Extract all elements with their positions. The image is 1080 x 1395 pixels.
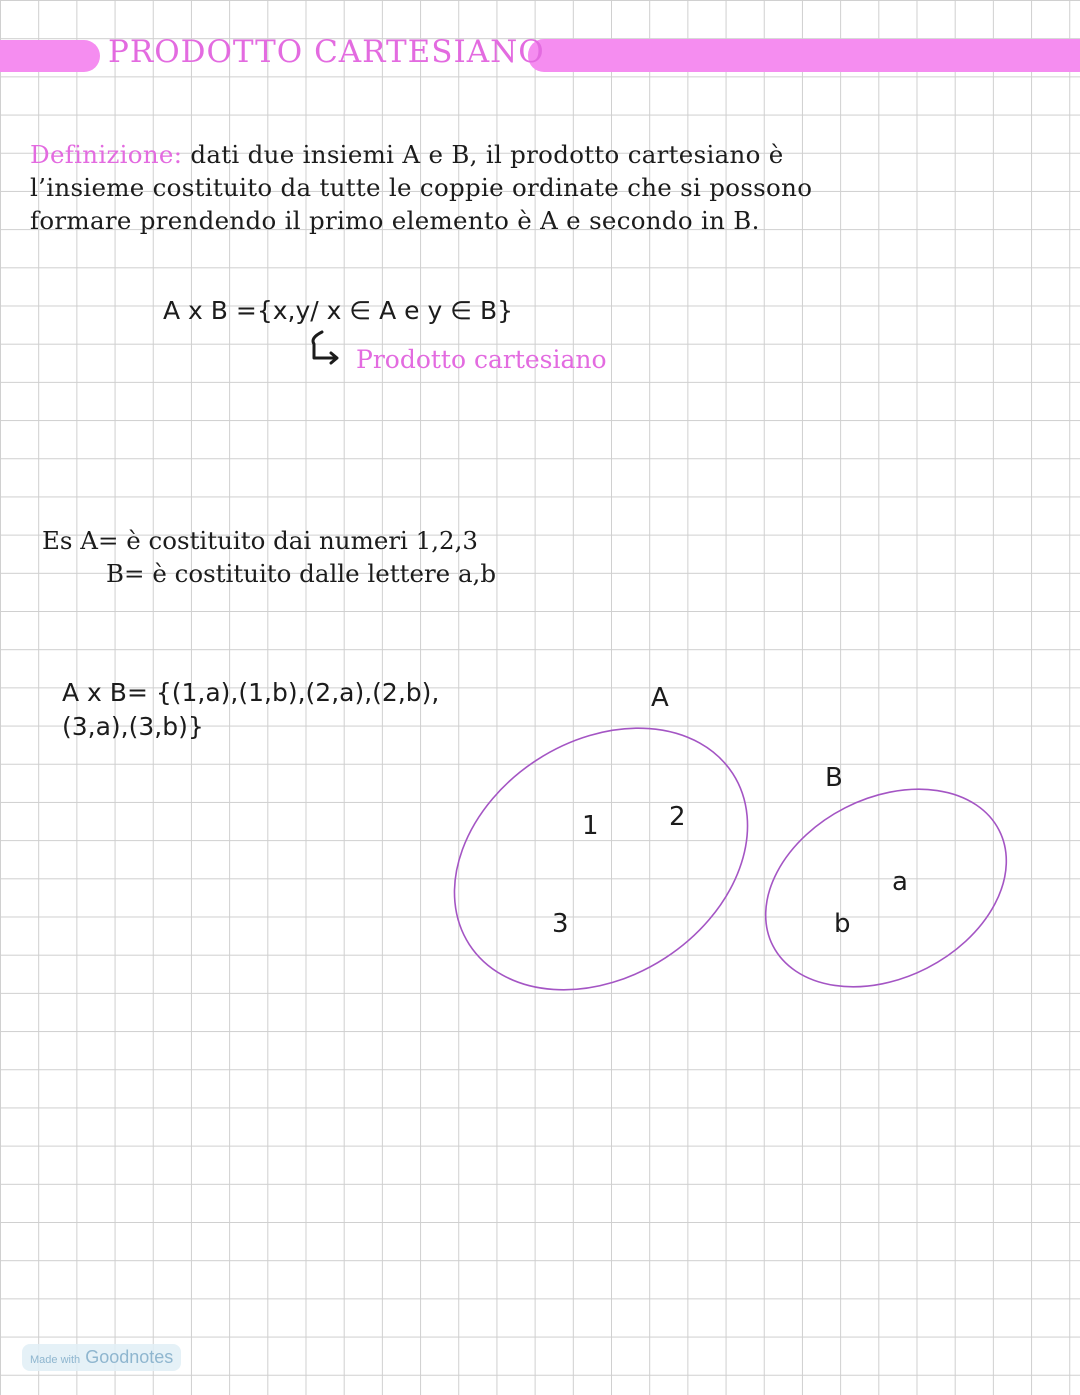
example-line-2: B= è costituito dalle lettere a,b bbox=[106, 559, 497, 588]
product-line-2: (3,a),(3,b)} bbox=[62, 712, 204, 741]
definition-line-1 bbox=[30, 138, 1030, 171]
set-b-element-a: a bbox=[892, 867, 908, 897]
set-b-outline bbox=[732, 750, 1040, 1010]
set-a-element-2: 2 bbox=[669, 802, 686, 832]
product-line-1: A x B= {(1,a),(1,b),(2,a),(2,b), bbox=[62, 678, 440, 707]
set-b-label: B bbox=[825, 763, 843, 793]
example-line-1: Es A= è costituito dai numeri 1,2,3 bbox=[42, 526, 478, 555]
set-b-element-b: b bbox=[834, 909, 851, 939]
formula-note: Prodotto cartesiano bbox=[356, 345, 607, 374]
set-a-outline bbox=[440, 675, 797, 1010]
header-bar-left bbox=[0, 40, 100, 72]
set-a-element-3: 3 bbox=[552, 909, 569, 939]
definition-line-3: formare prendendo il primo elemento è A e secondo in B. bbox=[30, 206, 760, 235]
set-diagram bbox=[440, 670, 1040, 1010]
definition-block bbox=[30, 138, 1030, 237]
example-block bbox=[42, 524, 496, 590]
arrow-icon bbox=[300, 330, 350, 370]
header-bar-right bbox=[528, 39, 1080, 72]
definition-line-2: l’insieme costituito da tutte le coppie ordinate che si possono bbox=[30, 173, 813, 202]
definition-text-1: dati due insiemi A e B, il prodotto cartesiano è bbox=[190, 140, 784, 169]
set-a-label: A bbox=[651, 683, 669, 713]
definition-label: Definizione: bbox=[30, 140, 183, 169]
page-title: PRODOTTO CARTESIANO bbox=[108, 34, 545, 70]
product-result bbox=[62, 676, 439, 744]
brand-name: Goodnotes bbox=[85, 1347, 174, 1367]
set-a-element-1: 1 bbox=[582, 811, 599, 841]
goodnotes-badge bbox=[22, 1344, 181, 1371]
made-with-text: Made with bbox=[30, 1354, 81, 1366]
formula: A x B ={x,y/ x ∈ A e y ∈ B} bbox=[163, 296, 514, 325]
